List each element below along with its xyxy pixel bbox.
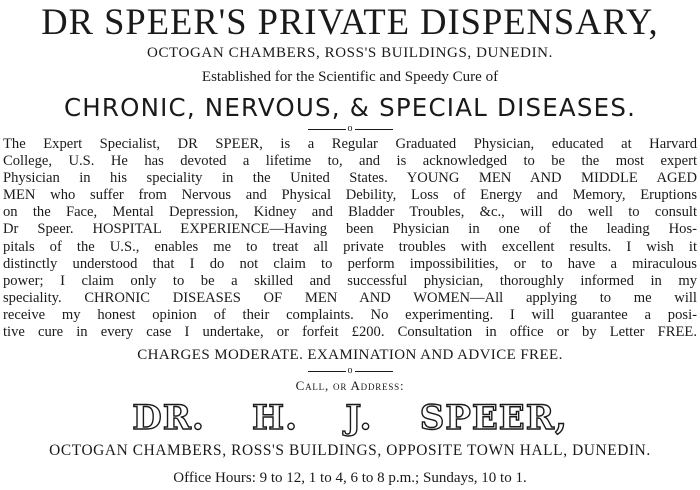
- call-or-address: Call, or Address:: [295, 378, 405, 394]
- divider-rule-right: [355, 129, 393, 130]
- body-line: The Expert Specialist, DR SPEER, is a Regular Graduated Physician, educated at Harvard: [3, 136, 697, 152]
- body-line: Dr Speer. HOSPITAL EXPERIENCE—Having been Physician in one of the leading Hos-: [3, 221, 697, 238]
- name-part: SPEER,: [419, 398, 568, 439]
- name-part: J.: [345, 398, 373, 439]
- name-part: DR.: [132, 398, 205, 439]
- charges-line: CHARGES MODERATE. EXAMINATION AND ADVICE FREE.: [137, 347, 563, 364]
- body-line: receive my honest opinion of their complaints. No experimenting. I will guarantee a posi-: [3, 306, 697, 323]
- office-address: OCTOGAN CHAMBERS, ROSS'S BUILDINGS, OPPOSITE TOWN HALL, DUNEDIN.: [49, 442, 651, 460]
- body-line: on the Face, Mental Depression, Kidney and Bladder Troubles, &c., will do well to consult: [3, 204, 697, 221]
- body-line: pitals of the U.S., enables me to treat all private troubles with excellent results. I wish it: [3, 238, 697, 255]
- office-hours: Office Hours: 9 to 12, 1 to 4, 6 to 8 p.m.; Sundays, 10 to 1.: [173, 470, 527, 487]
- body-line: distinctly understood that I do not claim to perform impossibilities, or to have a miraculous: [3, 255, 697, 272]
- divider-rule-left: [308, 371, 346, 372]
- divider-rule-left: [308, 129, 346, 130]
- section-divider: [3, 124, 697, 134]
- advertisement-page: [0, 2, 700, 490]
- footer-divider: [3, 366, 697, 376]
- page-title: DR SPEER'S PRIVATE DISPENSARY,: [41, 1, 659, 42]
- doctor-name: [3, 398, 697, 438]
- name-part: H.: [252, 398, 298, 439]
- divider-rule-right: [355, 371, 393, 372]
- divider-mark: o: [347, 123, 353, 134]
- divider-mark: o: [347, 365, 353, 377]
- body-line: MEN who suffer from Nervous and Physical Debility, Loss of Energy and Memory, Eruptions: [3, 187, 697, 204]
- dispensary-address: OCTOGAN CHAMBERS, ROSS'S BUILDINGS, DUNEDIN.: [147, 45, 553, 61]
- body-line: speciality. CHRONIC DISEASES OF MEN AND WOMEN—All applying to me will: [3, 289, 697, 306]
- body-paragraph: [3, 136, 697, 341]
- body-line: College, U.S. He has devoted a lifetime to, and is acknowledged to be the most expert: [3, 153, 697, 170]
- established-line: Established for the Scientific and Speedy Cure of: [201, 69, 499, 85]
- body-line: tive cure in every case I undertake, or forfeit £200. Consultation in office or by Letter FREE.: [3, 324, 697, 341]
- body-line: Physician in his speciality in the United States. YOUNG MEN AND MIDDLE AGED: [3, 170, 697, 187]
- body-line: power; I claim only to be a skilled and successful physician, thoroughly informed in my: [3, 272, 697, 289]
- diseases-heading: CHRONIC, NERVOUS, & SPECIAL DISEASES.: [63, 93, 637, 122]
